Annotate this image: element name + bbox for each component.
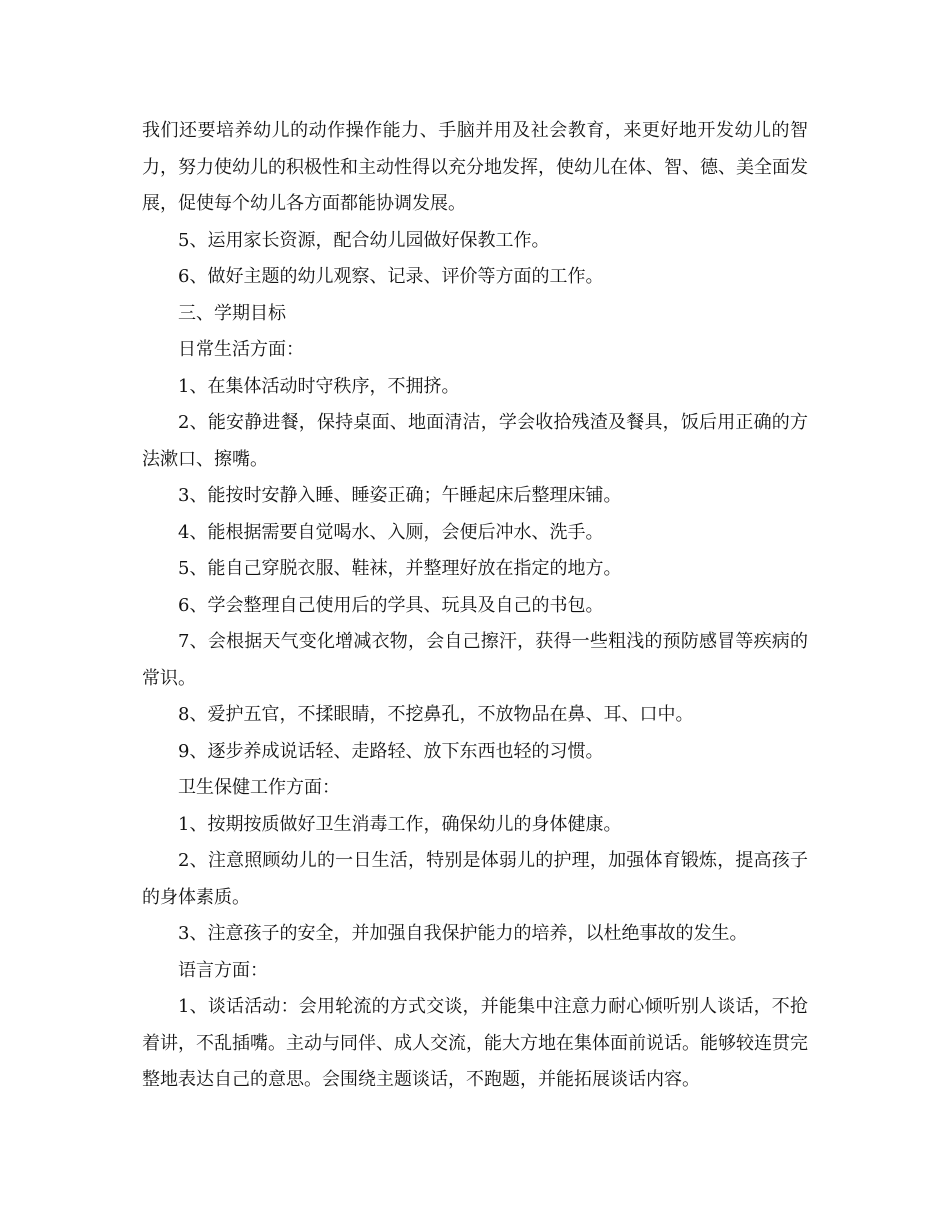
paragraph: 我们还要培养幼儿的动作操作能力、手脑并用及社会教育，来更好地开发幼儿的智力，努力使幼儿的积极性和主动性得以充分地发挥，使幼儿在体、智、德、美全面发展，促使每个幼儿各方面都能协调发展。: [142, 120, 808, 214]
list-item: 3、能按时安静入睡、睡姿正确；午睡起床后整理床铺。: [178, 485, 622, 506]
subsection-heading: 日常生活方面：: [178, 339, 304, 360]
list-item: 3、注意孩子的安全，并加强自我保护能力的培养，以杜绝事故的发生。: [178, 923, 748, 944]
list-item: 1、按期按质做好卫生消毒工作，确保幼儿的身体健康。: [178, 813, 622, 835]
paragraph: 5、运用家长资源，配合幼儿园做好保教工作。: [178, 229, 550, 251]
list-item: 8、爱护五官，不揉眼睛，不挖鼻孔，不放物品在鼻、耳、口中。: [178, 704, 694, 725]
section-heading: 三、学期目标: [178, 302, 286, 324]
subsection-heading: 语言方面：: [178, 959, 268, 981]
subsection-heading: 卫生保健工作方面：: [178, 777, 340, 798]
list-item: 2、注意照顾幼儿的一日生活，特别是体弱儿的护理，加强体育锻炼，提高孩子的身体素质。: [142, 850, 808, 908]
list-item: 1、在集体活动时守秩序，不拥挤。: [178, 375, 460, 397]
list-item: 9、逐步养成说话轻、走路轻、放下东西也轻的习惯。: [178, 740, 604, 762]
paragraph: 6、做好主题的幼儿观察、记录、评价等方面的工作。: [178, 266, 604, 287]
list-item: 6、学会整理自己使用后的学具、玩具及自己的书包。: [178, 594, 604, 616]
list-item: 5、能自己穿脱衣服、鞋袜，并整理好放在指定的地方。: [178, 558, 622, 579]
list-item: 7、会根据天气变化增减衣物，会自己擦汗，获得一些粗浅的预防感冒等疾病的常识。: [142, 631, 808, 689]
list-item: 4、能根据需要自觉喝水、入厕，会便后冲水、洗手。: [178, 521, 604, 543]
list-item: 2、能安静进餐，保持桌面、地面清洁，学会收拾残渣及餐具，饭后用正确的方法漱口、擦嘴。: [142, 412, 808, 470]
document-page: [142, 113, 808, 1099]
list-item: 1、谈话活动：会用轮流的方式交谈，并能集中注意力耐心倾听别人谈话，不抢着讲，不乱插嘴。主动与同伴、成人交流，能大方地在集体面前说话。能够较连贯完整地表达自己的意思。会围绕主题谈话，不跑题，并能拓展谈话内容。: [142, 996, 808, 1090]
